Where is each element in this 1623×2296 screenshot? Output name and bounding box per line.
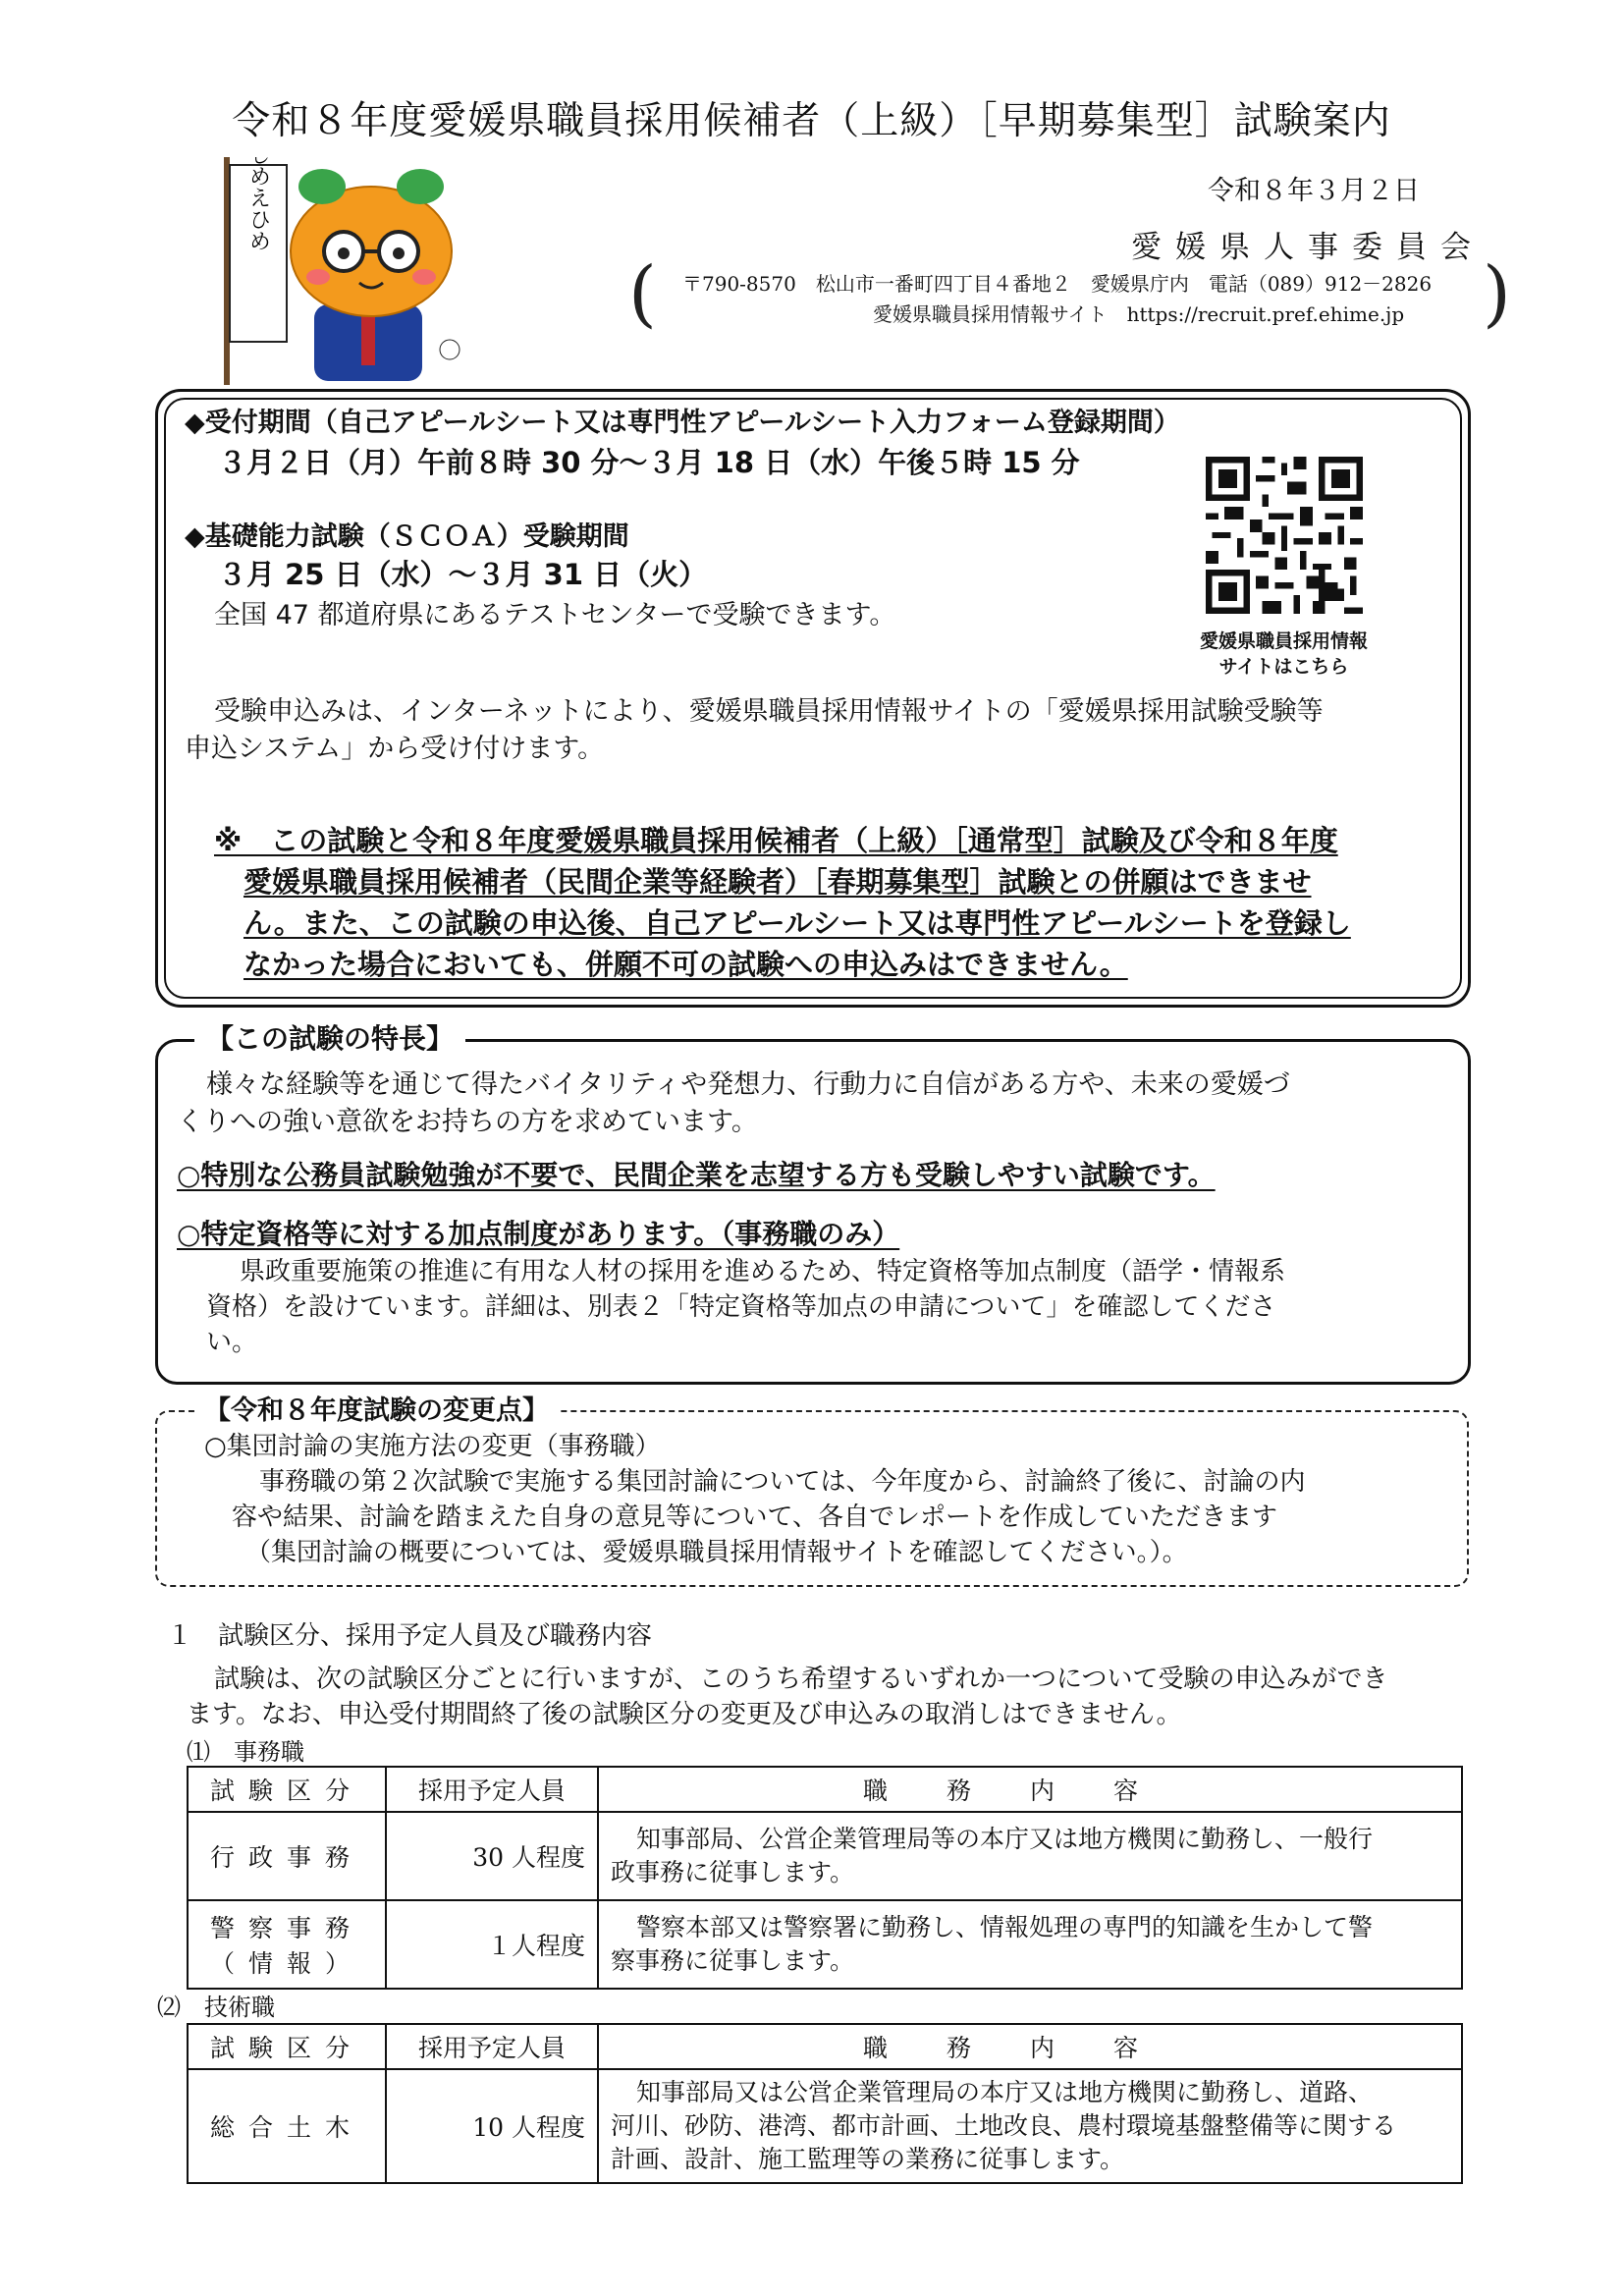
row-duty-line2: 河川、砂防、港湾、都市計画、土地改良、農村環境基盤整備等に関する xyxy=(611,2111,1397,2140)
col-category: 試験区分 xyxy=(188,1767,386,1812)
combined-application-warning xyxy=(214,820,1441,985)
left-bracket: ( xyxy=(628,251,657,336)
row-duty xyxy=(598,2069,1462,2183)
warn-line3: ん。また、この試験の申込後、自己アピールシート又は専門性アピールシートを登録し xyxy=(243,906,1351,940)
warn-line1: ※ この試験と令和８年度愛媛県職員採用候補者（上級）［通常型］試験及び令和８年度 xyxy=(214,824,1338,857)
col-duty: 職務内容 xyxy=(598,1767,1462,1812)
row-count: 10 人程度 xyxy=(386,2069,598,2183)
qr-caption xyxy=(1159,629,1409,680)
table-row xyxy=(188,1900,1462,1989)
row-category-line1: 警察事務 xyxy=(209,1914,363,1942)
features-heading: 【この試験の特長】 xyxy=(194,1017,465,1057)
row-duty-line2: 察事務に従事します。 xyxy=(611,1946,855,1975)
col-count: 採用予定人員 xyxy=(386,2024,598,2069)
tech-jobs-table xyxy=(187,2023,1463,2184)
table-header-row xyxy=(188,1767,1462,1812)
col-count: 採用予定人員 xyxy=(386,1767,598,1812)
changes-item: ○集団討論の実施方法の変更（事務職） xyxy=(204,1432,661,1461)
scoa-heading: ◆基礎能力試験（ＳＣＯＡ）受験期間 xyxy=(185,521,629,552)
warn-line4: なかった場合においても、併願不可の試験への申込みはできません。 xyxy=(243,948,1128,981)
section1-desc1: 試験は、次の試験区分ごとに行いますが、このうち希望するいずれか一つについて受験の申込みができ xyxy=(214,1665,1388,1694)
section1-heading: １ 試験区分、採用予定人員及び職務内容 xyxy=(167,1621,653,1651)
row-count: １人程度 xyxy=(386,1900,598,1989)
row-category xyxy=(188,1900,386,1989)
row-duty xyxy=(598,1900,1462,1989)
apply-line2: 申込システム」から受け付けます。 xyxy=(185,734,605,764)
tech-subheading: ⑵ 技術職 xyxy=(157,1994,275,2021)
table-header-row xyxy=(188,2024,1462,2069)
row-duty-line1: 警察本部又は警察署に勤務し、情報処理の専門的知識を生かして警 xyxy=(636,1913,1374,1941)
row-category-line2: （情報） xyxy=(209,1949,363,1978)
warn-line2: 愛媛県職員採用候補者（民間企業等経験者）［春期募集型］試験との併願はできませ xyxy=(243,865,1312,899)
apply-line1: 受験申込みは、インターネットにより、愛媛県職員採用情報サイトの「愛媛県採用試験受験等 xyxy=(214,696,1324,727)
features-intro1: 様々な経験等を通じて得たバイタリティや発想力、行動力に自信がある方や、未来の愛媛づ xyxy=(206,1069,1290,1100)
mascot-banner-text: まじめえひめ xyxy=(245,157,271,251)
contact-block xyxy=(682,269,1432,330)
features-point1: ○特別な公務員試験勉強が不要で、民間企業を志望する方も受験しやすい試験です。 xyxy=(177,1159,1216,1191)
features-point2: ○特定資格等に対する加点制度があります。（事務職のみ） xyxy=(177,1218,900,1250)
changes-desc3: （集団討論の概要については、愛媛県職員採用情報サイトを確認してください。）。 xyxy=(245,1538,1188,1567)
row-category: 行政事務 xyxy=(188,1812,386,1900)
row-duty-line1: 知事部局、公営企業管理局等の本庁又は地方機関に勤務し、一般行 xyxy=(636,1825,1374,1853)
table-row xyxy=(188,1812,1462,1900)
section1-desc2: ます。なお、申込受付期間終了後の試験区分の変更及び申込みの取消しはできません。 xyxy=(187,1700,1182,1729)
row-duty-line3: 計画、設計、施工監理等の業務に従事します。 xyxy=(611,2145,1125,2173)
features-point2-desc1: 県政重要施策の推進に有用な人材の採用を進めるため、特定資格等加点制度（語学・情報系 xyxy=(240,1257,1285,1286)
features-intro2: くりへの強い意欲をお持ちの方を求めています。 xyxy=(177,1107,758,1137)
contact-address: 〒790-8570 松山市一番町四丁目４番地２ 愛媛県庁内 電話（089）912－2826 xyxy=(682,272,1433,296)
row-category: 総合土木 xyxy=(188,2069,386,2183)
right-bracket: ) xyxy=(1483,251,1511,336)
changes-heading: 【令和８年度試験の変更点】 xyxy=(194,1389,559,1427)
features-point2-desc2: 資格）を設けています。詳細は、別表２「特定資格等加点の申請について」を確認してくださ xyxy=(206,1292,1276,1322)
row-count: 30 人程度 xyxy=(386,1812,598,1900)
row-duty-line2: 政事務に従事します。 xyxy=(611,1858,855,1886)
office-subheading: ⑴ 事務職 xyxy=(187,1738,304,1766)
qr-code-icon[interactable] xyxy=(1206,457,1363,614)
col-duty: 職務内容 xyxy=(598,2024,1462,2069)
table-row xyxy=(188,2069,1462,2183)
reception-heading: ◆受付期間（自己アピールシート又は専門性アピールシート入力フォーム登録期間） xyxy=(185,408,1180,438)
row-duty-line1: 知事部局又は公営企業管理局の本庁又は地方機関に勤務し、道路、 xyxy=(636,2078,1374,2106)
scoa-note: 全国 47 都道府県にあるテストセンターで受験できます。 xyxy=(214,600,896,630)
qr-caption-line2: サイトはこちら xyxy=(1218,656,1349,678)
changes-desc1: 事務職の第２次試験で実施する集団討論については、今年度から、討論終了後に、討論の内 xyxy=(259,1467,1306,1497)
changes-desc2: 容や結果、討論を踏まえた自身の意見等について、各自でレポートを作成していただきます xyxy=(232,1503,1277,1532)
row-duty xyxy=(598,1812,1462,1900)
mascot-mikyan-icon xyxy=(224,157,469,385)
features-point2-desc3: い。 xyxy=(206,1328,258,1357)
scoa-period: ３月 25 日（水）～３月 31 日（火） xyxy=(218,558,708,591)
issue-date: 令和８年３月２日 xyxy=(1208,176,1420,206)
col-category: 試験区分 xyxy=(188,2024,386,2069)
issuer-name: 愛媛県人事委員会 xyxy=(1131,230,1485,265)
contact-site: 愛媛県職員採用情報サイト https://recruit.pref.ehime.jp xyxy=(873,302,1405,326)
page-title: 令和８年度愛媛県職員採用候補者（上級）［早期募集型］試験案内 xyxy=(232,99,1391,143)
qr-caption-line1: 愛媛県職員採用情報 xyxy=(1199,630,1368,652)
office-jobs-table xyxy=(187,1766,1463,1990)
reception-period: ３月２日（月）午前８時 30 分～３月 18 日（水）午後５時 15 分 xyxy=(218,446,1080,479)
